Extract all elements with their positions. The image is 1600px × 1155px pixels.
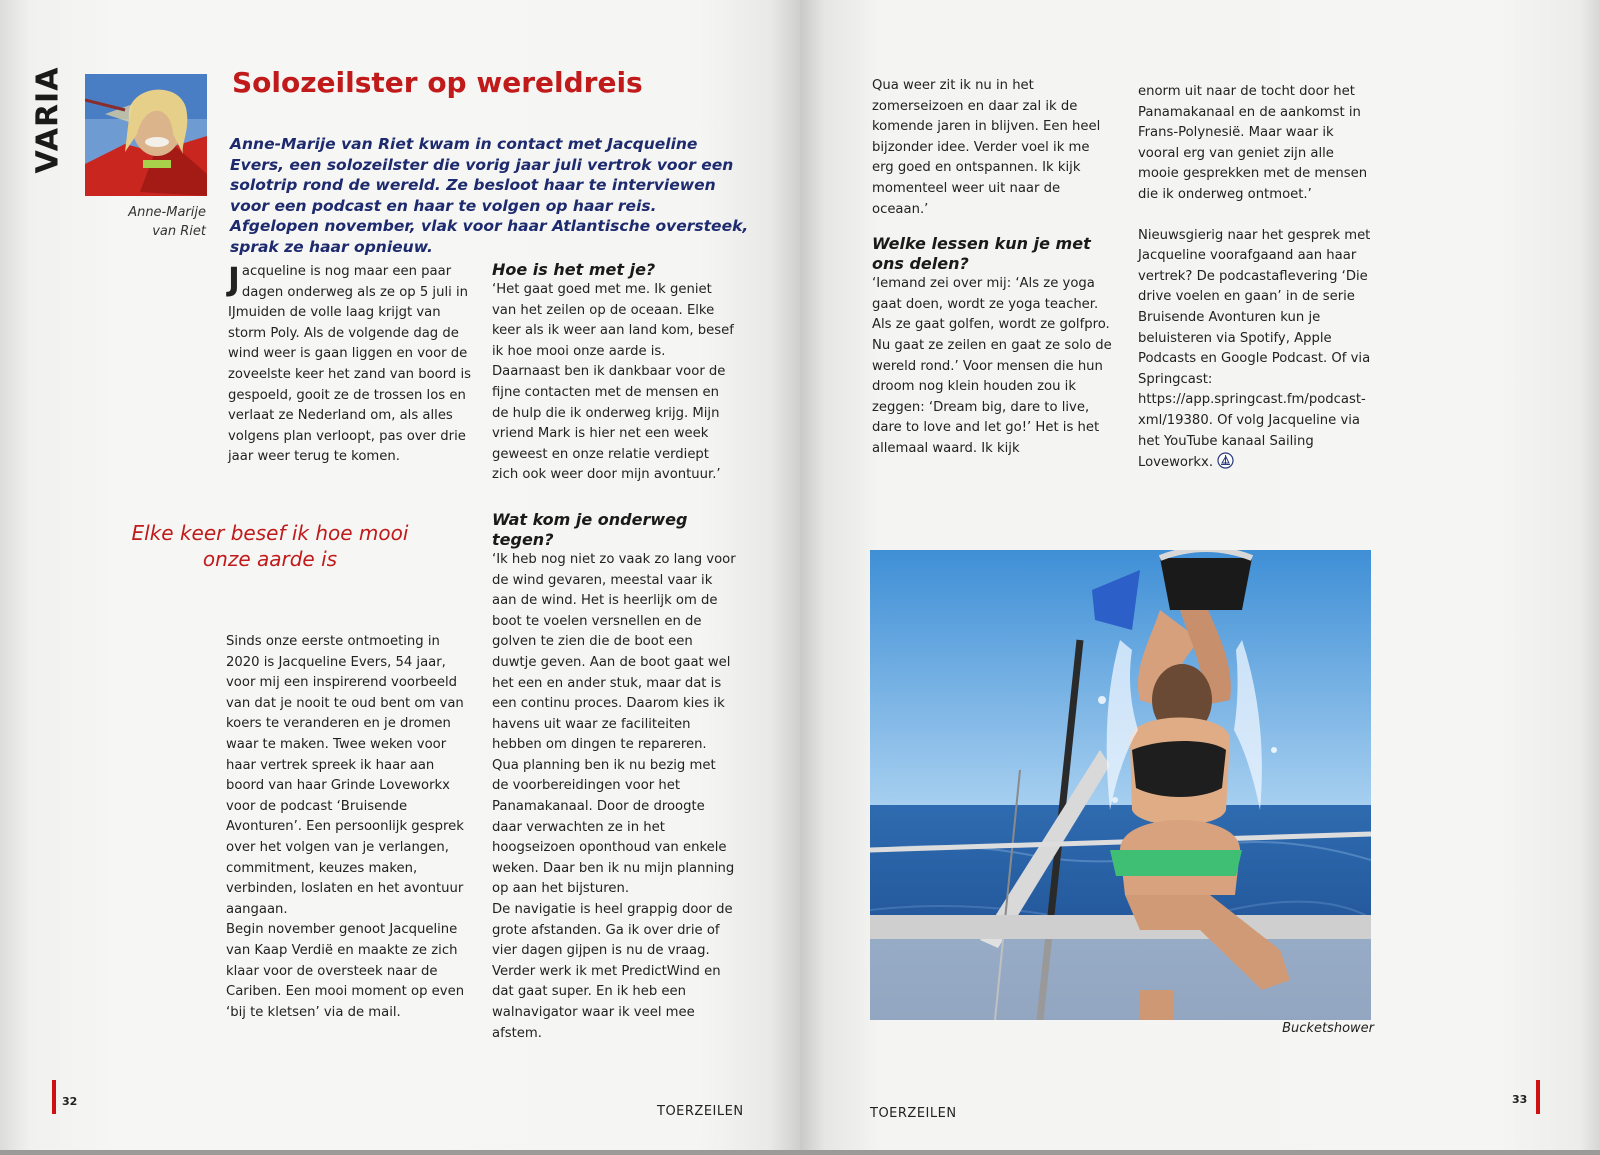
paragraph: Begin november genoot Jacqueline van Kaap Verdië en maakte ze zich klaar voor de oversteek naar de Cariben. Een mooi moment op even ‘bij te kletsen’ via de mail. bbox=[226, 922, 465, 1020]
photo-caption: Bucketshower bbox=[1282, 1021, 1374, 1036]
pull-quote: Elke keer besef ik hoe mooi onze aarde is bbox=[131, 521, 409, 571]
question-heading: Welke lessen kun je met ons delen? bbox=[872, 234, 1091, 274]
drop-cap: J bbox=[228, 260, 240, 298]
column-1-top: Jacqueline is nog maar een paar dagen onderweg als ze op 5 juli in IJmuiden de volle laag krijgt van storm Poly. Als de volgende dag de wind weer is gaan liggen en voor de zoveelste keer het zand van boord is gespoeld, gooit ze de trossen los en verlaat ze Nederland om, als alles volgens plan verloopt, pas over drie jaar weer terug te komen. bbox=[228, 260, 472, 465]
answer-text: ‘Het gaat goed met me. Ik geniet van het zeilen op de oceaan. Elke keer als ik weer aan land kom, besef ik hoe mooi onze aarde is. Daarnaast ben ik dankbaar voor de fijne contacten met de mensen en de hulp die ik onderweg krijg. Mijn vriend Mark is hier net een week geweest en onze relatie verdiept zich ook weer door mijn avontuur.’ bbox=[492, 282, 734, 483]
answer-text: Qua weer zit ik nu in het zomerseizoen en daar zal ik de komende jaren in blijven. Een heel bijzonder idee. Verder voel ik me erg goed en ontspannen. Ik kijk momenteel weer uit naar de oceaan.’ bbox=[872, 78, 1101, 217]
photo-illustration bbox=[870, 550, 1371, 1020]
section-tag: VARIA bbox=[30, 66, 66, 174]
answer-text: ‘Ik heb nog niet zo vaak zo lang voor de wind gevaren, meestal vaar ik aan de wind. Het is heerlijk om de boot te voelen versnellen en de golven te zien die de boot een duwtje geven. Aan de boot gaat wel het een en ander stuk, maar dat is een continu proces. Daarom kies ik havens uit waar ze faciliteiten hebben om dingen te repareren. Qua planning ben ik nu bezig met de voorbereidingen voor het Panamakanaal. Door de droogte daar verwachten ze in het hoogseizoen oponthoud van enkele weken. Daar ben ik nu mijn planning op aan het bijsturen. De navigatie is heel grappig door de grote afstanden. Ga ik over drie of vier dagen gijpen is nu de vraag. Verder werk ik met PredictWind en dat gaat super. En ik heb een walnavigator waar ik veel mee afstem. bbox=[492, 551, 736, 1041]
article-title: Solozeilster op wereldreis bbox=[232, 66, 643, 99]
page-marker-right bbox=[1536, 1080, 1540, 1114]
column-4 bbox=[1138, 82, 1374, 474]
question-heading: Hoe is het met je? bbox=[492, 260, 656, 279]
paragraph: Nieuwsgierig naar het gesprek met Jacqueline voorafgaand aan haar vertrek? De podcastaflevering ‘Die drive voelen en gaan’ in de serie Bruisende Avonturen kun je beluisteren via Spotify, Apple Podcasts en Google Podcast. Of via Springcast: https://app.springcast.fm/podcast-xml/19380. Of volg Jacqueline via het YouTube kanaal Sailing Loveworkx. bbox=[1138, 227, 1371, 471]
sailboat-logo-icon bbox=[1217, 452, 1234, 469]
portrait-image bbox=[85, 74, 207, 196]
page-number-right: 33 bbox=[1512, 1093, 1528, 1106]
column-1-bottom bbox=[226, 632, 476, 1023]
column-2 bbox=[492, 260, 736, 1044]
bucketshower-photo bbox=[870, 550, 1371, 1020]
left-page bbox=[0, 0, 800, 1150]
answer-text: ‘Iemand zei over mij: ‘Als ze yoga gaat doen, wordt ze yoga teacher. Als ze gaat golfen, wordt ze golfpro. Nu gaat ze zeilen en gaat ze solo de wereld rond.’ Voor mensen die hun droom nog klein houden zou ik zeggen: ‘Dream big, dare to live, dare to love and let go!’ Het is het allemaal waard. Ik kijk bbox=[872, 276, 1112, 456]
paragraph: enorm uit naar de tocht door het Panamakanaal en de aankomst in Frans-Polynesië. Maar waar ik vooral erg van geniet zijn alle mooie gesprekken met de mensen die ik onderweg ontmoet.’ bbox=[1138, 84, 1368, 202]
magazine-name-right: TOERZEILEN bbox=[870, 1106, 957, 1121]
page-number-left: 32 bbox=[62, 1095, 78, 1108]
paragraph: Sinds onze eerste ontmoeting in 2020 is Jacqueline Evers, 54 jaar, voor mij een inspirerend voorbeeld van dat je nooit te oud bent om van koers te veranderen en je dromen waar te maken. Twee weken voor haar vertrek spreek ik haar aan boord van haar Grinde Loveworkx voor de podcast ‘Bruisende Avonturen’. Een persoonlijk gesprek over het volgen van je verlangen, commitment, keuzes maken, verbinden, loslaten en het avontuur aangaan. bbox=[226, 634, 464, 917]
magazine-name-left: TOERZEILEN bbox=[657, 1104, 744, 1119]
question-heading: Wat kom je onderweg tegen? bbox=[492, 509, 688, 549]
article-intro: Anne-Marije van Riet kwam in contact met Jacqueline Evers, een solozeilster die vorig jaar juli vertrok voor een solotrip rond de wereld. Ze besloot haar te interviewen voor een podcast en haar te volgen op haar reis. Afgelopen november, vlak voor haar Atlantische oversteek, sprak ze haar opnieuw. bbox=[230, 135, 749, 256]
portrait-caption: Anne-Marije van Riet bbox=[128, 205, 206, 239]
column-3 bbox=[872, 76, 1112, 460]
page-marker-left bbox=[52, 1080, 56, 1114]
author-portrait bbox=[85, 74, 207, 196]
